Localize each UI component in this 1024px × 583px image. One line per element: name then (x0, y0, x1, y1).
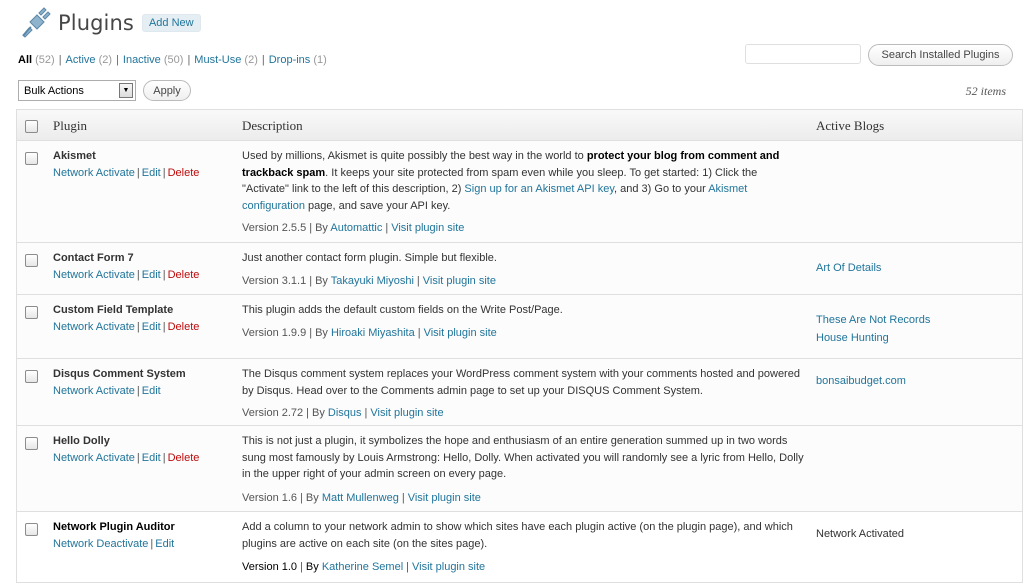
plugin-version-line (242, 222, 464, 234)
network-activate-link[interactable]: Network Activate (53, 321, 135, 333)
plugin-description: Add a column to your network admin to show which sites have each plugin active (on the plugin page), and which plugins are active on each site (on the sites page). (242, 521, 793, 550)
plugin-name: Hello Dolly (53, 435, 110, 447)
plugin-status-filters (18, 54, 327, 66)
filter-inactive-count: (50) (163, 54, 184, 66)
separator: | (162, 452, 166, 464)
description-text: , and 3) Go to your (614, 183, 709, 195)
visit-plugin-site-link[interactable]: Visit plugin site (370, 407, 444, 419)
network-activate-link[interactable]: Network Activate (53, 385, 135, 397)
separator: | (300, 492, 303, 504)
filter-all[interactable]: All (18, 54, 33, 66)
plugin-name: Network Plugin Auditor (53, 521, 175, 533)
separator: | (162, 167, 166, 179)
author-link[interactable]: Katherine Semel (321, 561, 404, 573)
plugin-description: This is not just a plugin, it symbolizes the hope and enthusiasm of an entire generation summed up in two words sung most famously by Louis Armstrong: Hello, Dolly. When activated you will randomly see a lyric from Hello, Dolly in the upper right of your admin screen on every page. (242, 435, 804, 480)
akismet-api-key-link[interactable]: Sign up for an Akismet API key (464, 183, 615, 195)
bulk-actions-select[interactable] (18, 80, 136, 101)
table-row (17, 295, 1022, 359)
plugin-description: The Disqus comment system replaces your WordPress comment system with your comments hosted and powered by Disqus. Head over to the Comments admin page to set up your DISQUS Comment System. (242, 368, 800, 397)
row-actions (53, 452, 199, 464)
active-blog-link[interactable]: Art Of Details (816, 262, 882, 274)
filter-must-use[interactable]: Must-Use (194, 54, 242, 66)
active-blog-link[interactable]: House Hunting (816, 332, 889, 344)
separator: | (401, 492, 405, 504)
column-description: Description (242, 118, 303, 133)
active-blog-link[interactable]: These Are Not Records (816, 314, 931, 326)
separator: | (417, 327, 421, 339)
version-text: Version 2.72 (242, 407, 304, 419)
separator: | (116, 54, 119, 66)
separator: | (306, 407, 310, 419)
network-deactivate-link[interactable]: Network Deactivate (53, 538, 149, 550)
separator: | (136, 269, 140, 281)
plugin-description (242, 148, 807, 214)
visit-plugin-site-link[interactable]: Visit plugin site (412, 561, 486, 573)
plugin-description: Just another contact form plugin. Simple but flexible. (242, 252, 497, 264)
delete-link[interactable]: Delete (167, 167, 200, 179)
version-text: Version 3.1.1 (242, 275, 307, 287)
column-active-blogs: Active Blogs (816, 118, 885, 133)
plugin-description: This plugin adds the default custom fields on the Write Post/Page. (242, 304, 563, 316)
visit-plugin-site-link[interactable]: Visit plugin site (407, 492, 481, 504)
plugin-search-input[interactable] (745, 44, 861, 64)
delete-link[interactable]: Delete (167, 269, 200, 281)
active-blogs-list (816, 314, 930, 350)
separator: | (300, 561, 303, 573)
author-link[interactable]: Disqus (327, 407, 362, 419)
table-row (17, 359, 1022, 426)
author-link[interactable]: Takayuki Miyoshi (330, 275, 414, 287)
row-actions (53, 538, 174, 550)
author-link[interactable]: Automattic (330, 222, 383, 234)
filter-all-count: (52) (35, 54, 55, 66)
network-activated-label: Network Activated (816, 528, 905, 540)
plugins-table (16, 109, 1023, 583)
table-row (17, 426, 1022, 512)
separator: | (136, 452, 140, 464)
separator: | (136, 321, 140, 333)
by-label: By (312, 407, 325, 419)
version-text: Version 1.6 (242, 492, 298, 504)
akismet-configuration-link[interactable]: Akismet configuration (242, 183, 748, 212)
edit-link[interactable]: Edit (141, 452, 161, 464)
separator: | (416, 275, 420, 287)
apply-button[interactable]: Apply (143, 80, 191, 101)
plugin-name: Contact Form 7 (53, 252, 134, 264)
author-link[interactable]: Hiroaki Miyashita (330, 327, 415, 339)
network-activate-link[interactable]: Network Activate (53, 269, 135, 281)
visit-plugin-site-link[interactable]: Visit plugin site (391, 222, 465, 234)
table-row (17, 512, 1022, 583)
description-text: page, and save your API key. (305, 199, 451, 212)
row-checkbox[interactable] (25, 152, 38, 165)
plugin-name: Custom Field Template (53, 304, 174, 316)
by-label: By (315, 275, 328, 287)
version-text: Version 1.0 (242, 561, 298, 573)
separator: | (364, 407, 368, 419)
plugin-name: Disqus Comment System (53, 368, 186, 380)
separator: | (385, 222, 389, 234)
description-text: . It keeps your site protected from spam even while you sleep. To get started: 1) Click the "Activate" link to the left of this description, 2) (242, 166, 758, 195)
row-checkbox[interactable] (25, 254, 38, 267)
active-blogs-list (816, 262, 881, 280)
active-blogs-list (816, 528, 904, 546)
version-text: Version 2.5.5 (242, 222, 307, 234)
separator: | (187, 54, 191, 66)
plugin-version-line (242, 492, 481, 504)
active-blogs-list (816, 375, 906, 393)
visit-plugin-site-link[interactable]: Visit plugin site (422, 275, 496, 287)
filter-drop-ins-count: (1) (313, 54, 327, 66)
row-checkbox[interactable] (25, 306, 38, 319)
filter-inactive[interactable]: Inactive (122, 54, 161, 66)
author-link[interactable]: Matt Mullenweg (321, 492, 399, 504)
filter-active[interactable]: Active (65, 54, 96, 66)
edit-link[interactable]: Edit (155, 538, 175, 550)
table-row (17, 243, 1022, 295)
description-strong: protect your blog from comment and trackback spam (242, 150, 780, 179)
separator: | (309, 222, 313, 234)
dropdown-arrow-icon[interactable]: ▼ (119, 83, 133, 98)
page-header (18, 6, 201, 40)
select-all-checkbox[interactable] (25, 120, 38, 133)
by-label: By (315, 222, 328, 234)
page-title: Plugins (58, 11, 134, 35)
network-activate-link[interactable]: Network Activate (53, 452, 135, 464)
separator: | (309, 327, 313, 339)
row-actions (53, 321, 199, 333)
plugin-plug-icon (18, 6, 52, 40)
filter-must-use-count: (2) (244, 54, 258, 66)
row-actions (53, 269, 199, 281)
active-blog-link[interactable]: bonsaibudget.com (816, 375, 906, 387)
description-text: Used by millions, Akismet is quite possibly the best way in the world to (242, 150, 587, 162)
row-checkbox[interactable] (25, 437, 38, 450)
network-activate-link[interactable]: Network Activate (53, 167, 135, 179)
filter-drop-ins[interactable]: Drop-ins (268, 54, 311, 66)
table-header (17, 110, 1022, 141)
add-new-button[interactable]: Add New (142, 14, 201, 32)
version-text: Version 1.9.9 (242, 327, 307, 339)
row-checkbox[interactable] (25, 523, 38, 536)
table-row (17, 141, 1022, 243)
edit-link[interactable]: Edit (141, 321, 161, 333)
separator: | (136, 385, 140, 397)
row-actions (53, 385, 161, 397)
visit-plugin-site-link[interactable]: Visit plugin site (423, 327, 497, 339)
plugin-version-line (242, 275, 496, 287)
separator: | (406, 561, 409, 573)
separator: | (261, 54, 265, 66)
edit-link[interactable]: Edit (141, 385, 161, 397)
delete-link[interactable]: Delete (167, 321, 200, 333)
by-label: By (305, 561, 319, 573)
edit-link[interactable]: Edit (141, 167, 161, 179)
delete-link[interactable]: Delete (167, 452, 200, 464)
plugin-version-line (242, 407, 444, 419)
plugin-version-line (242, 327, 497, 339)
row-actions (53, 167, 199, 179)
items-count: 52 items (965, 84, 1006, 98)
edit-link[interactable]: Edit (141, 269, 161, 281)
separator: | (162, 269, 166, 281)
row-checkbox[interactable] (25, 370, 38, 383)
separator: | (150, 538, 154, 550)
plugin-version-line (242, 561, 485, 573)
separator: | (309, 275, 313, 287)
filter-active-count: (2) (98, 54, 113, 66)
by-label: By (305, 492, 319, 504)
separator: | (136, 167, 140, 179)
column-plugin: Plugin (53, 118, 87, 133)
separator: | (162, 321, 166, 333)
by-label: By (315, 327, 328, 339)
plugin-name: Akismet (53, 150, 96, 162)
separator: | (58, 54, 62, 66)
search-installed-plugins-button[interactable]: Search Installed Plugins (868, 44, 1013, 66)
bulk-actions-value: Bulk Actions (24, 84, 84, 97)
